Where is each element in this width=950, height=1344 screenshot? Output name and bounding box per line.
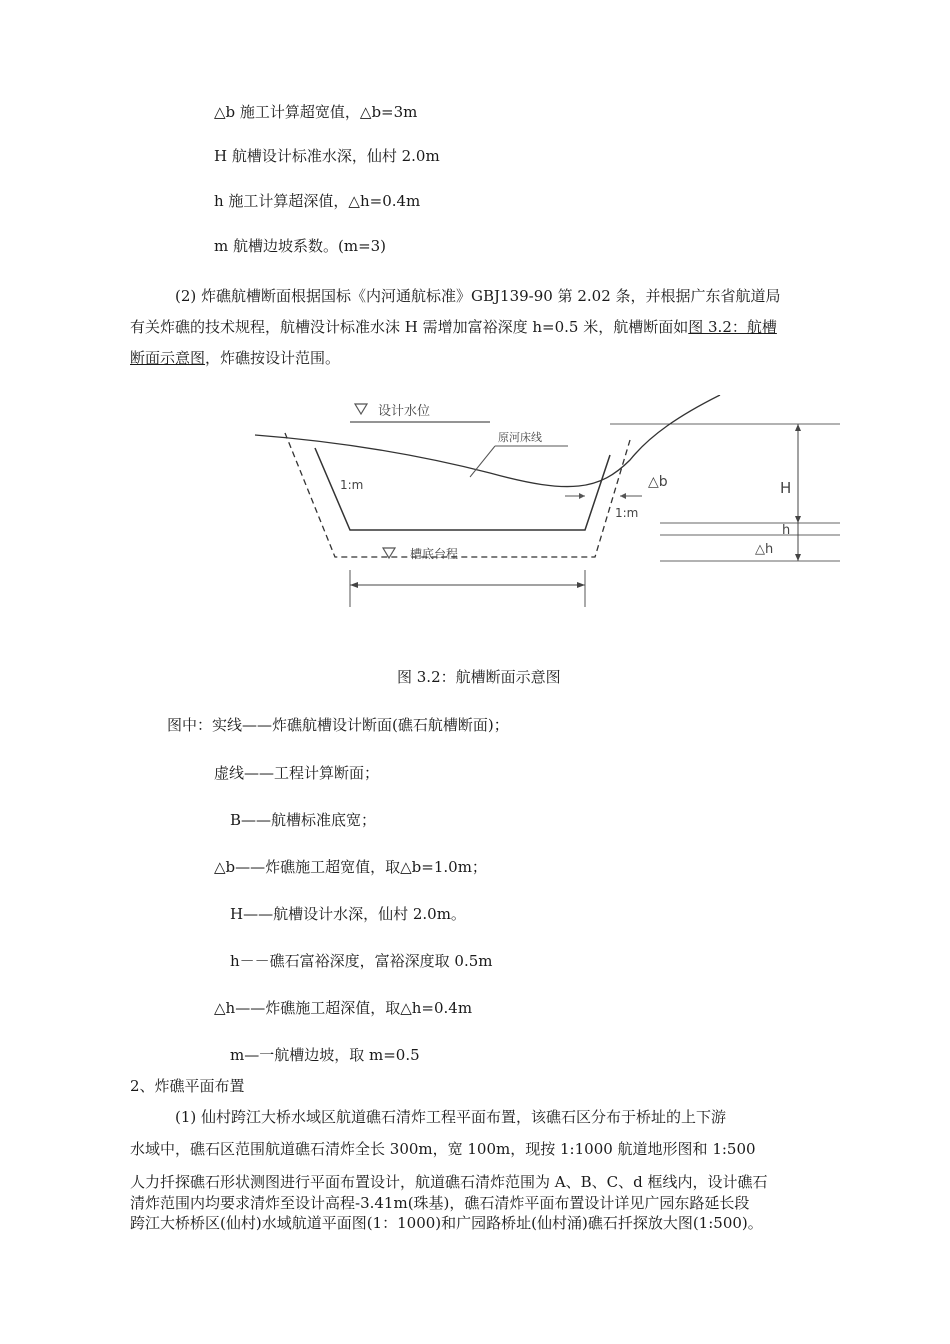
figure-link-part2[interactable]: 断面示意图 <box>130 349 206 367</box>
section2-line1: (2) 炸礁航槽断面根据国标《内河通航标准》GBJ139-90 第 2.02 条，并根据广东省航道局 <box>175 287 781 305</box>
heading-plane-layout: 2、炸礁平面布置 <box>130 1077 245 1095</box>
db-arrowhead-right <box>620 493 626 499</box>
water-level-triangle-icon <box>355 404 367 414</box>
legend-line-4: △b——炸礁施工超宽值，取△b=1.0m； <box>214 858 487 876</box>
riverbed-label-leader <box>470 446 495 477</box>
h-label: h <box>782 523 791 538</box>
engineering-section-dashline <box>285 433 630 557</box>
B-arrowhead-left <box>350 582 358 588</box>
section2-line3 <box>130 348 340 368</box>
channel-section-diagram <box>250 395 850 615</box>
section2-line2 <box>130 317 777 337</box>
legend-line-2: 虚线——工程计算断面； <box>214 764 380 782</box>
left-slope-label: 1:m <box>340 478 364 492</box>
para-line-2: 水域中，礁石区范围航道礁石清炸全长 300m，宽 100m，现按 1:1000 航道地形图和 1:500 <box>130 1140 756 1158</box>
H-arrowhead-bottom <box>795 516 801 523</box>
param-h: h 施工计算超深值，△h=0.4m <box>214 192 421 210</box>
para-line-5: 跨江大桥桥区(仙村)水域航道平面图(1：1000)和广园路桥址(仙村涌)礁石扦探放大图(1:500)。 <box>130 1214 763 1232</box>
bottom-label: 槽底台程 <box>410 547 459 561</box>
para-line-3: 人力扦探礁石形状测图进行平面布置设计，航道礁石清炸范围为 A、B、C、d 框线内，设计礁石 <box>130 1173 768 1191</box>
db-arrowhead-left <box>579 493 585 499</box>
H-label: H <box>780 479 792 497</box>
figure-link-part1[interactable]: 图 3.2：航槽 <box>688 318 777 336</box>
channel-section-figure <box>250 395 850 615</box>
design-water-label: 设计水位 <box>378 404 431 419</box>
legend-line-7: △h——炸礁施工超深值，取△h=0.4m <box>214 999 473 1017</box>
H-arrowhead-top <box>795 424 801 431</box>
para-line-1: (1) 仙村跨江大桥水域区航道礁石清炸工程平面布置，该礁石区分布于桥址的上下游 <box>175 1108 727 1126</box>
dh-arrowhead-bottom <box>795 554 801 561</box>
para-line-4: 清炸范围内均要求清炸至设计高程-3.41m(珠基)，礁石清炸平面布置设计详见广园东路延长段 <box>130 1194 750 1212</box>
legend-line-8: m—一航槽边坡，取 m=0.5 <box>230 1046 420 1064</box>
legend-line-6: h－－礁石富裕深度，富裕深度取 0.5m <box>230 952 493 970</box>
legend-line-3: B——航槽标准底宽； <box>230 811 377 829</box>
dh-label: △h <box>755 542 774 557</box>
db-label: △b <box>648 474 668 490</box>
B-arrowhead-right <box>577 582 585 588</box>
riverbed-label: 原河床线 <box>498 431 542 444</box>
legend-line-5: H——航槽设计水深，仙村 2.0m。 <box>230 905 466 923</box>
param-H: H 航槽设计标准水深，仙村 2.0m <box>214 147 440 165</box>
section2-line3-text: ，炸礁按设计范围。 <box>205 349 341 367</box>
param-m: m 航槽边坡系数。(m=3) <box>214 237 387 255</box>
legend-line-1: 图中：实线——炸礁航槽设计断面(礁石航槽断面)； <box>167 716 509 734</box>
figure-caption: 图 3.2：航槽断面示意图 <box>397 668 561 686</box>
param-db: △b 施工计算超宽值，△b=3m <box>214 103 418 121</box>
right-slope-label: 1:m <box>615 506 639 520</box>
section2-line2-text: 有关炸礁的技术规程，航槽没计标准水沫 H 需增加富裕深度 h=0.5 米，航槽断面如 <box>130 318 689 336</box>
riverbed-line <box>255 395 720 487</box>
